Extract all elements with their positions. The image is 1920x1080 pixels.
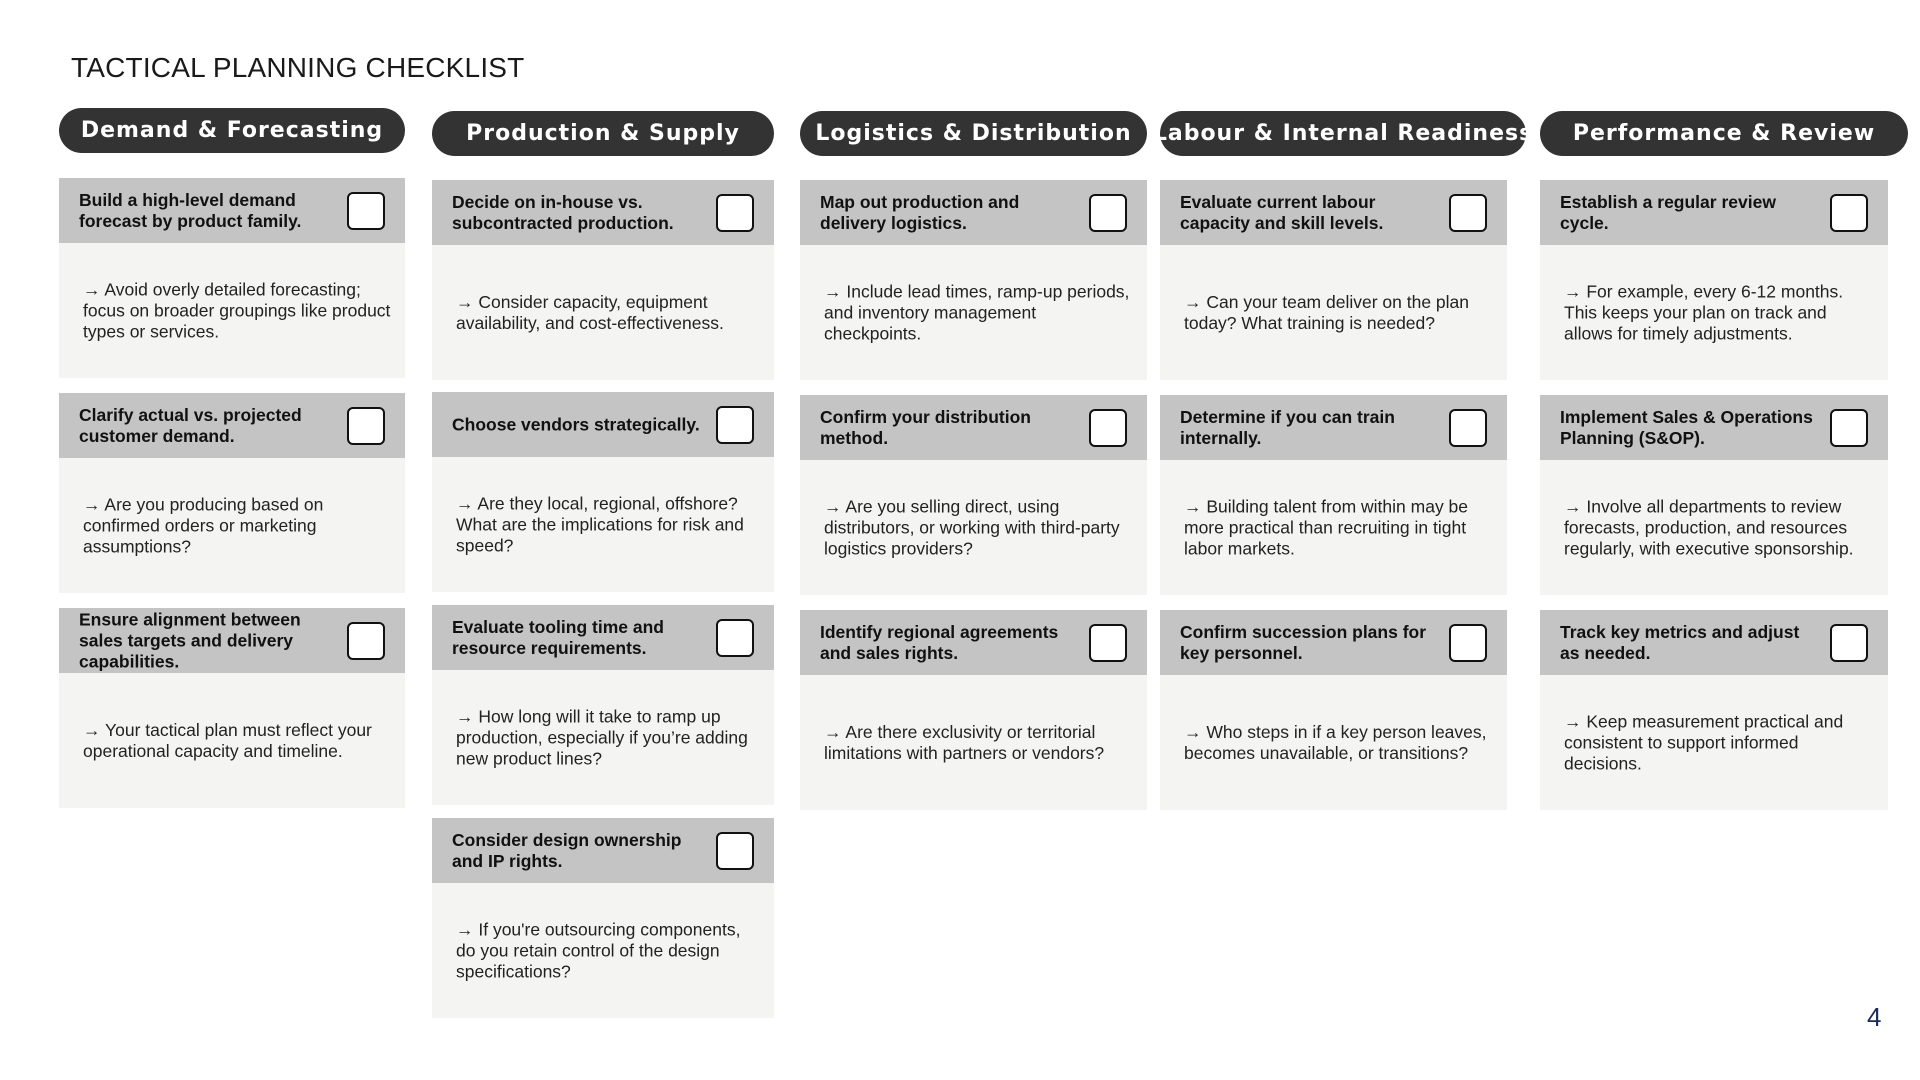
card-title: Determine if you can train internally.	[1180, 406, 1395, 448]
card-header	[800, 395, 1147, 460]
card-title: Clarify actual vs. projected customer demand.	[79, 404, 302, 446]
card-body	[59, 458, 405, 593]
checklist-card	[59, 178, 405, 378]
card-description: → Are they local, regional, offshore? What are the implications for risk and speed?	[456, 493, 744, 555]
checkbox[interactable]	[716, 406, 754, 444]
card-header	[1540, 610, 1888, 675]
card-description: → Are you selling direct, using distributors, or working with third-party logistics providers?	[824, 496, 1120, 558]
card-header	[800, 180, 1147, 245]
card-body	[1160, 460, 1507, 595]
card-header	[432, 605, 774, 670]
card-body	[800, 675, 1147, 810]
card-description: → For example, every 6-12 months. This keeps your plan on track and allows for timely adjustments.	[1564, 281, 1844, 343]
card-title: Identify regional agreements and sales rights.	[820, 621, 1059, 663]
checklist-card	[800, 180, 1147, 380]
checkbox[interactable]	[347, 407, 385, 445]
checklist-card	[1160, 395, 1507, 595]
column-header: Logistics & Distribution	[800, 111, 1147, 156]
card-title: Confirm succession plans for key personnel.	[1180, 621, 1427, 663]
column-performance-review	[1540, 108, 1888, 773]
card-body	[1160, 675, 1507, 810]
card-description: → Keep measurement practical and consistent to support informed decisions.	[1564, 711, 1844, 773]
card-header	[1540, 180, 1888, 245]
card-title: Build a high-level demand forecast by product family.	[79, 189, 302, 231]
card-body	[432, 457, 774, 592]
card-header	[59, 178, 405, 243]
card-description: → Avoid overly detailed forecasting; focus on broader groupings like product types or services.	[83, 279, 391, 341]
checkbox[interactable]	[1089, 624, 1127, 662]
checklist-card	[59, 608, 405, 808]
card-body	[1540, 460, 1888, 595]
card-description: → Can your team deliver on the plan today? What training is needed?	[1184, 291, 1470, 333]
checkbox[interactable]	[716, 832, 754, 870]
checkbox[interactable]	[1830, 409, 1868, 447]
card-body	[432, 883, 774, 1018]
checklist-card	[432, 392, 774, 592]
card-header	[59, 393, 405, 458]
checkbox[interactable]	[347, 622, 385, 660]
column-header: Performance & Review	[1540, 111, 1908, 156]
card-title: Track key metrics and adjust as needed.	[1560, 621, 1800, 663]
card-header	[432, 392, 774, 457]
card-title: Evaluate current labour capacity and skill levels.	[1180, 191, 1384, 233]
checklist-card	[1540, 180, 1888, 380]
column-header: Demand & Forecasting	[59, 108, 405, 153]
card-description: → Involve all departments to review forecasts, production, and resources regularly, with executive sponsorship.	[1564, 496, 1854, 558]
card-title: Confirm your distribution method.	[820, 406, 1031, 448]
card-description: → Include lead times, ramp-up periods, and inventory management checkpoints.	[824, 281, 1130, 343]
card-header	[1160, 180, 1507, 245]
column-production-supply	[432, 108, 774, 981]
card-title: Evaluate tooling time and resource requirements.	[452, 616, 664, 658]
checklist-card	[59, 393, 405, 593]
column-header: Labour & Internal Readiness	[1160, 111, 1526, 156]
checklist-card	[432, 605, 774, 805]
checkbox[interactable]	[1449, 409, 1487, 447]
checklist-card	[432, 818, 774, 1018]
checkbox[interactable]	[1449, 194, 1487, 232]
card-header	[432, 818, 774, 883]
column-labour-internal-readiness	[1152, 108, 1534, 763]
column-header: Production & Supply	[432, 111, 774, 156]
card-header	[1160, 395, 1507, 460]
card-body	[59, 243, 405, 378]
card-title: Implement Sales & Operations Planning (S&OP).	[1560, 406, 1813, 448]
checklist-card	[800, 395, 1147, 595]
page-title: TACTICAL PLANNING CHECKLIST	[71, 52, 525, 83]
card-description: → Are you producing based on confirmed orders or marketing assumptions?	[83, 494, 324, 556]
checkbox[interactable]	[1449, 624, 1487, 662]
card-title: Establish a regular review cycle.	[1560, 191, 1776, 233]
card-description: → How long will it take to ramp up production, especially if you’re adding new product lines?	[456, 706, 748, 768]
checkbox[interactable]	[1830, 194, 1868, 232]
page-number: 4	[1867, 1002, 1882, 1032]
checkbox[interactable]	[716, 619, 754, 657]
card-header	[432, 180, 774, 245]
card-description: → Are there exclusivity or territorial limitations with partners or vendors?	[824, 721, 1105, 763]
card-body	[1160, 245, 1507, 380]
card-header	[59, 608, 405, 673]
card-description: → Building talent from within may be more practical than recruiting in tight labor markets.	[1184, 496, 1469, 558]
column-logistics-distribution	[800, 108, 1147, 763]
checklist-card	[800, 610, 1147, 810]
card-header	[1160, 610, 1507, 675]
checkbox[interactable]	[1089, 194, 1127, 232]
card-title: Ensure alignment between sales targets and delivery capabilities.	[79, 609, 301, 671]
checkbox[interactable]	[1089, 409, 1127, 447]
checklist-card	[1160, 610, 1507, 810]
card-body	[432, 245, 774, 380]
card-body	[1540, 245, 1888, 380]
card-description: → If you're outsourcing components, do you retain control of the design specifications?	[456, 919, 741, 981]
checklist-card	[1540, 610, 1888, 810]
column-demand-forecasting	[59, 108, 405, 761]
card-body	[1540, 675, 1888, 810]
card-body	[432, 670, 774, 805]
card-title: Decide on in-house vs. subcontracted production.	[452, 191, 674, 233]
card-description: → Consider capacity, equipment availability, and cost-effectiveness.	[456, 291, 724, 333]
card-body	[800, 460, 1147, 595]
card-header	[800, 610, 1147, 675]
card-header	[1540, 395, 1888, 460]
checkbox[interactable]	[716, 194, 754, 232]
card-title: Consider design ownership and IP rights.	[452, 829, 682, 871]
card-description: → Who steps in if a key person leaves, becomes unavailable, or transitions?	[1184, 721, 1487, 763]
card-description: → Your tactical plan must reflect your operational capacity and timeline.	[83, 719, 372, 761]
checklist-card	[432, 180, 774, 380]
card-title: Choose vendors strategically.	[452, 414, 700, 434]
card-body	[59, 673, 405, 808]
checkbox[interactable]	[347, 192, 385, 230]
card-title: Map out production and delivery logistics.	[820, 191, 1020, 233]
checklist-card	[1160, 180, 1507, 380]
card-body	[800, 245, 1147, 380]
checklist-card	[1540, 395, 1888, 595]
checkbox[interactable]	[1830, 624, 1868, 662]
